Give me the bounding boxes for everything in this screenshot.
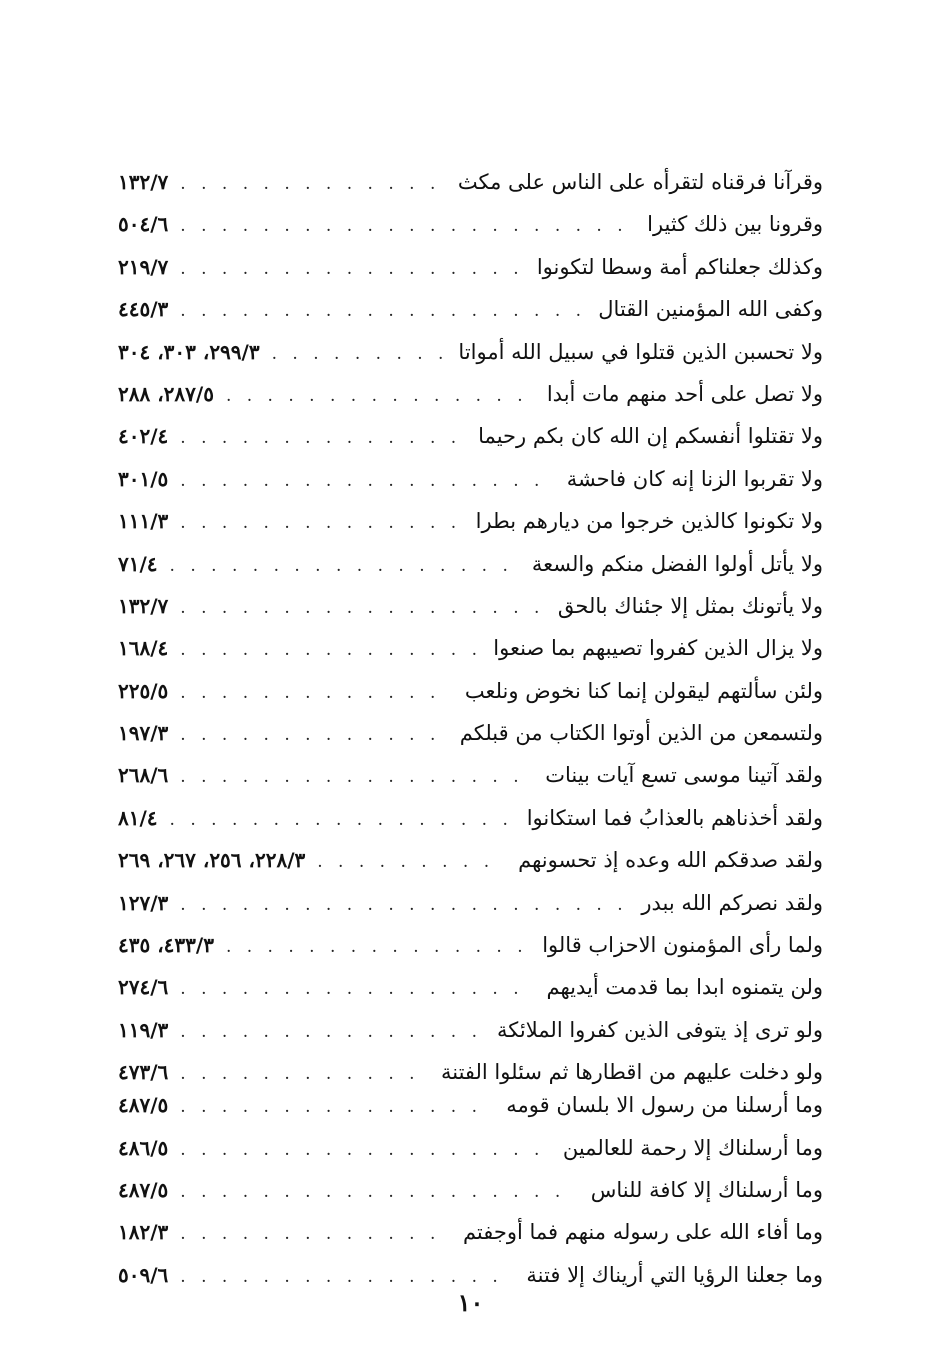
dot-leader — [170, 556, 518, 576]
index-entry — [118, 1213, 823, 1255]
index-entry — [118, 290, 823, 332]
index-entry — [118, 163, 823, 205]
dot-leader — [226, 386, 533, 406]
index-entry — [118, 841, 823, 883]
dot-leader — [180, 1182, 576, 1202]
entry-reference: ١٦٨/٤ — [118, 636, 169, 661]
verse-index-list — [118, 163, 823, 1298]
entry-reference: ٤٨٦/٥ — [118, 1135, 169, 1160]
entry-text: ولما رأى المؤمنون الاحزاب قالوا — [542, 933, 823, 958]
entry-reference: ٤٧٣/٦ — [118, 1060, 169, 1085]
dot-leader — [180, 725, 446, 745]
index-entry — [118, 417, 823, 459]
entry-text: وما أرسلناك إلا كافة للناس — [590, 1177, 823, 1202]
dot-leader — [317, 852, 504, 872]
entry-text: ولا يأتل أولوا الفضل منكم والسعة — [531, 551, 823, 576]
dot-leader — [180, 640, 479, 660]
entry-text: وقرونا بين ذلك كثيرا — [647, 212, 823, 237]
entry-text: ولو ترى إذ يتوفى الذين كفروا الملائكة — [497, 1017, 823, 1042]
entry-text: وكذلك جعلناكم أمة وسطا لتكونوا — [536, 254, 823, 279]
dot-leader — [180, 1064, 427, 1084]
page-number: ١٠ — [457, 1288, 484, 1317]
dot-leader — [180, 301, 584, 321]
entry-text: وما أرسلناك إلا رحمة للعالمين — [562, 1135, 823, 1160]
entry-reference: ٢٢٥/٥ — [118, 678, 169, 703]
entry-reference: ٢٢٨/٣، ٢٥٦، ٢٦٧، ٢٦٩ — [118, 848, 306, 873]
index-entry — [118, 714, 823, 756]
entry-reference: ١٣٢/٧ — [118, 593, 169, 618]
entry-reference: ١٣٢/٧ — [118, 170, 169, 194]
entry-text: ولقد آتينا موسى تسع آيات بينات — [545, 763, 823, 788]
index-entry — [118, 799, 823, 841]
dot-leader — [272, 344, 445, 364]
entry-text: ولا تقتلوا أنفسكم إن الله كان بكم رحيما — [478, 424, 823, 449]
index-entry — [118, 926, 823, 968]
index-entry — [118, 545, 823, 587]
dot-leader — [180, 513, 461, 533]
index-entry — [118, 460, 823, 502]
entry-text: وما أرسلنا من رسول الا بلسان قومه — [506, 1093, 823, 1118]
entry-reference: ٤٣٣/٣، ٤٣٥ — [118, 933, 214, 958]
entry-reference: ١١١/٣ — [118, 509, 169, 534]
dot-leader — [180, 598, 544, 618]
index-entry — [118, 375, 823, 417]
entry-reference: ٢٧٤/٦ — [118, 975, 169, 1000]
dot-leader — [180, 1267, 512, 1287]
entry-reference: ٢١٩/٧ — [118, 254, 169, 279]
entry-reference: ١١٩/٣ — [118, 1017, 169, 1042]
dot-leader — [180, 767, 531, 787]
index-entry — [118, 672, 823, 714]
dot-leader — [180, 1140, 549, 1160]
entry-reference: ١٩٧/٣ — [118, 721, 169, 746]
index-entry — [118, 1011, 823, 1053]
entry-text: ولا تقربوا الزنا إنه كان فاحشة — [566, 466, 823, 491]
entry-text: ولا تحسبن الذين قتلوا في سبيل الله أمواتا — [458, 339, 823, 364]
index-entry — [118, 1086, 823, 1128]
index-entry — [118, 884, 823, 926]
entry-text: ولتسمعن من الذين أوتوا الكتاب من قبلكم — [459, 721, 823, 746]
dot-leader — [180, 471, 552, 491]
entry-reference: ٢٦٨/٦ — [118, 763, 169, 788]
entry-text: وكفى الله المؤمنين القتال — [598, 297, 823, 322]
entry-text: ولا تصل على أحد منهم مات أبدا — [546, 381, 823, 406]
entry-reference: ٤٨٧/٥ — [118, 1093, 169, 1118]
entry-text: ولئن سألتهم ليقولن إنما كنا نخوض ونلعب — [464, 678, 823, 703]
dot-leader — [180, 259, 523, 279]
dot-leader — [180, 428, 464, 448]
entry-reference: ١٨٢/٣ — [118, 1220, 169, 1245]
index-entry — [118, 587, 823, 629]
dot-leader — [180, 1224, 449, 1244]
entry-text: ولقد نصركم الله ببدر — [641, 890, 823, 915]
entry-text: ولن يتمنوه ابدا بما قدمت أيديهم — [546, 975, 823, 1000]
index-entry — [118, 1171, 823, 1213]
entry-reference: ٢٨٧/٥، ٢٨٨ — [118, 381, 214, 406]
index-entry — [118, 756, 823, 798]
dot-leader — [180, 216, 633, 236]
entry-reference: ٣٠١/٥ — [118, 466, 169, 491]
dot-leader — [180, 1097, 492, 1117]
entry-text: ولقد صدقكم الله وعده إذ تحسونهم — [518, 848, 823, 873]
index-entry — [118, 629, 823, 671]
entry-reference: ١٢٧/٣ — [118, 890, 169, 915]
entry-text: ولا يزال الذين كفروا تصيبهم بما صنعوا — [493, 636, 823, 661]
index-entry — [118, 1053, 823, 1086]
index-entry — [118, 205, 823, 247]
index-entry — [118, 502, 823, 544]
entry-text: ولقد أخذناهم بالعذابُ فما استكانوا — [526, 805, 823, 830]
dot-leader — [180, 979, 532, 999]
entry-text: وما جعلنا الرؤيا التي أريناك إلا فتنة — [526, 1262, 823, 1287]
entry-reference: ٤٤٥/٣ — [118, 297, 169, 322]
index-entry — [118, 333, 823, 375]
entry-reference: ٥٠٩/٦ — [118, 1262, 169, 1287]
index-entry — [118, 1129, 823, 1171]
entry-reference: ٧١/٤ — [118, 551, 158, 576]
dot-leader — [180, 1022, 483, 1042]
entry-text: وقرآنا فرقناه لتقرأه على الناس على مكث — [457, 170, 823, 194]
entry-text: ولو دخلت عليهم من اقطارها ثم سئلوا الفتنة — [440, 1060, 823, 1085]
entry-text: ولا تكونوا كالذين خرجوا من ديارهم بطرا — [475, 509, 823, 534]
entry-reference: ٢٩٩/٣، ٣٠٣، ٣٠٤ — [118, 339, 260, 364]
entry-reference: ٨١/٤ — [118, 805, 158, 830]
index-entry — [118, 248, 823, 290]
entry-reference: ٥٠٤/٦ — [118, 212, 169, 237]
dot-leader — [170, 810, 513, 830]
dot-leader — [180, 174, 444, 194]
dot-leader — [226, 937, 528, 957]
entry-text: ولا يأتونك بمثل إلا جئناك بالحق — [557, 593, 823, 618]
index-entry — [118, 968, 823, 1010]
entry-text: وما أفاء الله على رسوله منهم فما أوجفتم — [462, 1220, 823, 1245]
entry-reference: ٤٨٧/٥ — [118, 1177, 169, 1202]
entry-reference: ٤٠٢/٤ — [118, 424, 169, 449]
dot-leader — [180, 895, 627, 915]
dot-leader — [180, 683, 451, 703]
